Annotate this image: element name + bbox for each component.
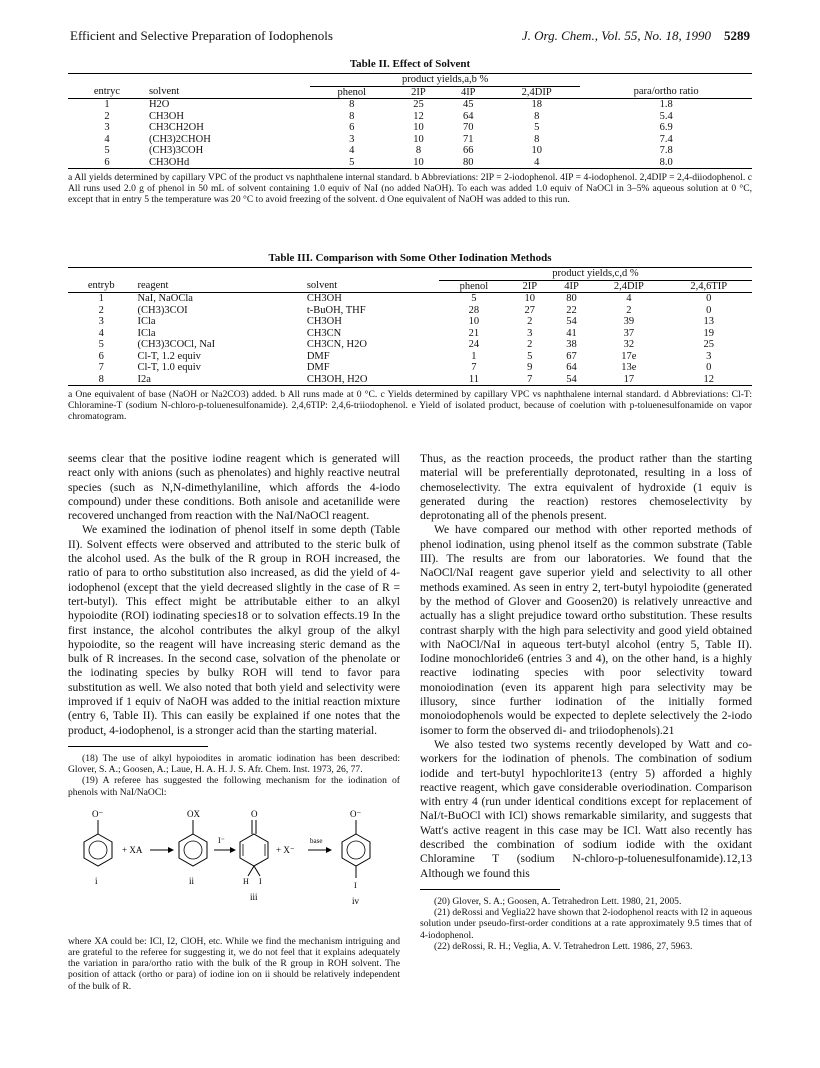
table-cell: 24	[468, 339, 480, 350]
table-row	[68, 339, 752, 351]
table-cell: 2	[527, 316, 533, 327]
table-cell: Cl-T, 1.0 equiv	[137, 362, 201, 373]
table-cell: 45	[462, 99, 474, 110]
table-3	[68, 252, 752, 423]
base-label: base	[310, 836, 323, 845]
table-3-grid	[68, 267, 752, 386]
column-header: 2,4,6TIP	[665, 280, 752, 293]
table-cell: 6	[349, 122, 355, 133]
dienone-structure	[240, 809, 268, 902]
footnote-18: (18) The use of alkyl hypoiodites in aromatic iodination has been described: Glover, S. A.; Goosen, A.; Laue, H. A. H. J. S. Afr. Chem. Inst. 1973, 26, 77.	[68, 752, 400, 776]
table-cell: 11	[439, 374, 509, 386]
table-cell: 2	[626, 304, 632, 316]
table-cell: t-BuOH, THF	[306, 304, 366, 316]
o-minus-label: O⁻	[92, 808, 104, 819]
footnote-divider	[420, 889, 560, 890]
table-cell: 21	[468, 327, 480, 339]
table-cell: 8	[415, 145, 422, 156]
body-paragraph: We also tested two systems recently developed by Watt and co-workers for the iodination of phenols. The combination of sodium iodide and tert-butyl hypochlorite13 (entry 5) afforded a highly reactive reagent, which gave considerable overiodination. Comparison with entry 4 (run under identical conditions except for replacement of NaI/t-BuOCl with ICl) shows remarkable similarity, and suggests that Watt's active reagent in this case may be ICl. Watt also recently has described the combination of sodium iodide with the oxidant Chloramine T (sodium N-chloro-p-toluenesulfonamide).12,13 Although we found this	[420, 737, 752, 880]
table-cell: CH3CH2OH	[148, 122, 204, 133]
phenolate-structure	[84, 809, 112, 886]
table-cell: 3	[98, 316, 104, 327]
table-2	[68, 58, 752, 206]
table-row	[68, 305, 752, 317]
table-cell: 80	[566, 293, 577, 304]
table-cell: 0	[706, 362, 712, 373]
table-cell: 17e	[621, 350, 637, 362]
table-cell: 25	[703, 339, 714, 350]
table-cell: 10	[394, 157, 444, 169]
table-cell: (CH3)3COCl, NaI	[137, 339, 216, 350]
table-2-grid	[68, 73, 752, 169]
table-cell: 12	[665, 374, 752, 386]
table-cell: 10	[524, 293, 536, 304]
table-cell: 2	[104, 110, 110, 122]
footnote-21: (21) deRossi and Veglia22 have shown that 2-iodophenol reacts with I2 in aqueous solution under pseudo-first-order conditions at a rate approximately 9.5 times that of 4-iodophenol.	[420, 907, 752, 941]
table-cell: 64	[566, 362, 577, 373]
table-cell: NaI, NaOCla	[137, 293, 193, 304]
table-cell: 7	[471, 362, 477, 373]
table-row	[68, 145, 752, 157]
table-cell: 54	[566, 316, 577, 327]
table-cell: 71	[462, 133, 474, 145]
table-cell: 7.8	[659, 145, 673, 156]
table-cell: 4	[493, 157, 580, 169]
table-cell: 8.0	[580, 157, 752, 169]
table-2-group-header: product yields,a,b %	[310, 74, 580, 87]
table-cell: 80	[443, 157, 493, 169]
table-cell: 19	[703, 327, 714, 339]
table-cell: 2	[527, 339, 533, 350]
table-cell: 8	[68, 374, 135, 386]
table-cell: H2O	[148, 99, 170, 110]
column-header: entryc	[68, 86, 146, 99]
table-row	[68, 111, 752, 123]
table-3-group-header: product yields,c,d %	[439, 268, 752, 281]
compound-label-iii: iii	[250, 891, 258, 902]
running-header	[70, 28, 750, 46]
table-cell: 2	[98, 304, 104, 316]
table-cell: 25	[413, 99, 424, 110]
table-cell: 1	[104, 99, 110, 110]
table-cell: 27	[524, 304, 536, 316]
table-cell: 10	[413, 133, 424, 145]
table-cell: CH3CN, H2O	[306, 339, 367, 350]
carbonyl-o-label: O	[251, 808, 258, 819]
column-header: reagent	[135, 280, 304, 293]
table-cell: CH3OH	[306, 316, 342, 327]
journal-name: J. Org. Chem.,	[521, 28, 598, 43]
table-cell: 0	[706, 293, 712, 304]
table-cell: ICla	[137, 316, 156, 327]
footnote-divider	[68, 746, 208, 747]
table-cell: 5	[310, 157, 394, 169]
table-cell: 3	[104, 122, 110, 133]
iodophenolate-structure	[342, 809, 370, 906]
table-cell: DMF	[306, 350, 330, 362]
table-row	[68, 157, 752, 169]
table-cell: 70	[462, 122, 474, 133]
mechanism-scheme	[68, 800, 400, 932]
table-cell: 3	[527, 327, 533, 339]
table-cell: 4	[626, 293, 632, 304]
table-cell: 32	[623, 339, 635, 350]
table-cell: ICla	[137, 327, 156, 339]
table-cell: 4	[98, 327, 104, 339]
table-cell: 5	[98, 339, 104, 350]
table-cell: DMF	[306, 362, 330, 373]
footnote-20: (20) Glover, S. A.; Goosen, A. Tetrahedron Lett. 1980, 21, 2005.	[434, 895, 682, 907]
iodine-label: I	[259, 876, 262, 886]
table-cell: 7.4	[659, 133, 673, 145]
running-title: Efficient and Selective Preparation of Iodophenols	[70, 28, 333, 43]
table-row	[68, 374, 752, 386]
table-cell: 5	[104, 145, 110, 156]
table-row	[68, 316, 752, 328]
table-cell: 67	[566, 350, 577, 362]
table-cell: 7	[98, 362, 104, 373]
column-header: para/ortho ratio	[580, 86, 752, 99]
table-cell: 8	[349, 99, 355, 110]
footnote-19-continued: where XA could be: ICl, I2, ClOH, etc. While we find the mechanism intriguing and are grateful to the referee for suggesting it, we do not feel that it explains adequately the variation in para/ortho ratio with the bulk of the R group in ROH solvent. The position of attack (ortho or para) of iodine ion on ii should be relatively independent of the bulk of R.	[68, 935, 400, 992]
table-cell: 1	[471, 350, 477, 362]
column-header: 2IP	[509, 280, 551, 293]
table-cell: CH3OH	[148, 110, 184, 122]
table-cell: 6	[98, 350, 104, 362]
hypohalite-structure	[179, 809, 207, 886]
table-cell: 6.9	[659, 122, 673, 133]
table-2-title: Table II. Effect of Solvent	[349, 58, 471, 70]
table-cell: 8	[534, 110, 540, 122]
table-cell: CH3OH	[306, 293, 342, 304]
table-cell: (CH3)2CHOH	[148, 133, 211, 145]
iodide-label: I⁻	[218, 835, 225, 845]
table-cell: 13e	[621, 362, 637, 373]
table-cell: CH3OH, H2O	[304, 374, 439, 386]
table-cell: 3	[349, 133, 355, 145]
table-cell: 39	[623, 316, 635, 327]
column-header: solvent	[304, 280, 439, 293]
page-number: 5289	[724, 28, 750, 43]
table-cell: 9	[527, 362, 533, 373]
body-paragraph: Thus, as the reaction proceeds, the product rather than the starting material will be preferentially deprotonated, resulting in a loss of chemoselectivity. The extra equivalent of hydroxide (1 equiv is generated during the reaction) restores chemoselectivity by deprotonating all of the phenols present.	[420, 452, 752, 523]
column-header: 2,4DIP	[493, 86, 580, 99]
h-label: H	[243, 876, 249, 886]
table-cell: CH3CN	[306, 327, 342, 339]
body-paragraph: We examined the iodination of phenol itself in some depth (Table II). Solvent effects were observed and attributed to the steric bulk of the alcohol used. As the bulk of the R group in ROH increased, the ratio of para to ortho substitution also increased, as did the yield of 4-iodophenol (except that the yield decreased slightly in the case of R = tert-butyl). This effect might be attributable either to an alkyl hypoiodite (ROI) iodinating species18 or to solvation effects.19 In the first instance, the alcohol contributes the alkyl group of the alkyl hypoiodite, so the reagent will have increasing steric demand as the bulk of R increases. In the second case, solvation of the phenolate or the iodinating species by bulky ROH will tend to favor para substitution as well. We also noted that both yield and selectivity were improved if 1 equiv of NaOH was added to the initial reaction mixture (entry 6, Table II). This can easily be explained if one notes that the product, 4-iodophenol, is a stronger acid than the starting material.	[68, 523, 400, 737]
table-cell: 22	[566, 304, 577, 316]
compound-label-iv: iv	[352, 895, 360, 906]
table-3-footnote: a One equivalent of base (NaOH or Na2CO3) added. b All runs made at 0 °C. c Yields determined by capillary VPC vs naphthalene internal standard. d Abbreviations: Cl-T: Chloramine-T (sodium N-chloro-p-toluenesulfonamide). 2,4,6TIP: 2,4,6-triiodophenol. e Yield of isolated product, because of coelution with p-toluenesulfonamide on vapor chromatogram.	[68, 389, 752, 423]
table-2-footnote: a All yields determined by capillary VPC of the product vs naphthalene internal standard. b Abbreviations: 2IP = 2-iodophenol. 4IP = 4-iodophenol. 2,4DIP = 2,4-diiodophenol. c All runs used 2.0 g of phenol in 50 mL of solvent containing 1.0 equiv of NaI (no added NaOH). To each was added 1.0 equiv of NaOCl in 3–5% aqueous solution at 0 °C, except that in entry 5 the temperature was 20 °C to avoid freezing of the solvent. d One equivalent of NaOH was added to this run.	[68, 172, 752, 206]
column-header: phenol	[439, 280, 509, 293]
body-paragraph: seems clear that the positive iodine reagent which is generated will react only with anions (such as phenolates) and highly reactive neutral species (such as N,N-dimethylaniline, which affords the 4-iodo compound) under these conditions. Both anisole and acetanilide were recovered unchanged from reaction with the NaI/NaOCl reagent.	[68, 452, 400, 523]
table-row	[68, 99, 752, 111]
table-cell: 13	[703, 316, 714, 327]
table-cell: 7	[509, 374, 551, 386]
table-cell: 5	[471, 293, 477, 304]
table-cell: 1.8	[659, 99, 673, 110]
table-row	[68, 351, 752, 363]
compound-label-ii: ii	[189, 875, 195, 886]
table-cell: 66	[462, 145, 474, 156]
table-row	[68, 134, 752, 146]
table-cell: 5	[527, 350, 533, 362]
column-header: 2IP	[394, 86, 444, 99]
table-cell: 54	[551, 374, 593, 386]
iodine-label-product: I	[354, 880, 357, 890]
table-cell: 37	[623, 327, 635, 339]
table-cell: 8	[349, 110, 355, 122]
o-minus-label-product: O⁻	[350, 808, 362, 819]
table-cell: 28	[468, 304, 480, 316]
table-cell: CH3OHd	[146, 157, 310, 169]
table-cell: 10	[468, 316, 480, 327]
left-column	[68, 452, 400, 992]
table-cell: Cl-T, 1.2 equiv	[137, 350, 201, 362]
table-3-title: Table III. Comparison with Some Other Iodination Methods	[268, 252, 552, 264]
table-cell: 1	[98, 293, 104, 304]
table-cell: (CH3)3COH	[148, 145, 204, 156]
ox-label: OX	[187, 808, 200, 819]
column-header: 4IP	[443, 86, 493, 99]
table-cell: 4	[104, 133, 110, 145]
table-cell: 0	[706, 304, 712, 316]
right-column	[420, 452, 752, 952]
table-cell: 6	[68, 157, 146, 169]
table-cell: 17	[592, 374, 665, 386]
table-cell: 5	[534, 122, 540, 133]
column-header: phenol	[310, 86, 394, 99]
plus-x-text: + X⁻	[276, 844, 295, 855]
table-cell: 3	[706, 350, 712, 362]
journal-volume: Vol. 55, No. 18, 1990	[601, 28, 711, 43]
body-paragraph: We have compared our method with other reported methods of phenol iodination, using phenol itself as the common substrate (Table III). The results are from our laboratories. We found that the NaOCl/NaI reagent gave superior yield and selectivity to all other methods examined. As seen in entry 2, tert-butyl hypoiodite (generated by the method of Glover and Goosen20) is relatively unreactive and actually has a slight prejudice toward ortho substitution. These results contrast sharply with the high para selectivity and good yield obtained with NaOCl/NaI in aqueous tert-butyl alcohol (entry 5, Table II). Iodine monochloride6 (entries 3 and 4), on the other hand, is a highly reactive iodinating species with poor selectivity toward monoiodination (even its apparent high para selectivity may be illusory, since further iodination of the initially formed monoiodophenols would be expected to deplete selectively the 2-iodo isomer to form the observed di- and triiodophenols).21	[420, 523, 752, 737]
column-header: 4IP	[551, 280, 593, 293]
column-header: 2,4DIP	[592, 280, 665, 293]
table-cell: (CH3)3COI	[137, 304, 188, 316]
plus-xa-text: + XA	[122, 844, 143, 855]
footnote-22: (22) deRossi, R. H.; Veglia, A. V. Tetrahedron Lett. 1986, 27, 5963.	[434, 940, 693, 952]
journal-citation	[522, 28, 750, 44]
table-row	[68, 328, 752, 340]
footnote-19: (19) A referee has suggested the following mechanism for the iodination of phenols with NaI/NaOCl:	[68, 775, 400, 798]
table-cell: 5.4	[659, 110, 673, 122]
table-cell: 10	[413, 122, 424, 133]
table-cell: 4	[349, 145, 355, 156]
table-cell: 38	[566, 339, 577, 350]
compound-label-i: i	[95, 875, 98, 886]
table-cell: 64	[462, 110, 474, 122]
table-cell: I2a	[135, 374, 304, 386]
table-cell: 8	[534, 133, 540, 145]
table-cell: 10	[531, 145, 542, 156]
table-cell: 18	[531, 99, 542, 110]
column-header: entryb	[68, 280, 135, 293]
table-row	[68, 122, 752, 134]
table-cell: 41	[566, 327, 577, 339]
column-header: solvent	[146, 86, 310, 99]
table-row	[68, 362, 752, 374]
table-cell: 12	[413, 110, 424, 122]
table-row	[68, 293, 752, 305]
